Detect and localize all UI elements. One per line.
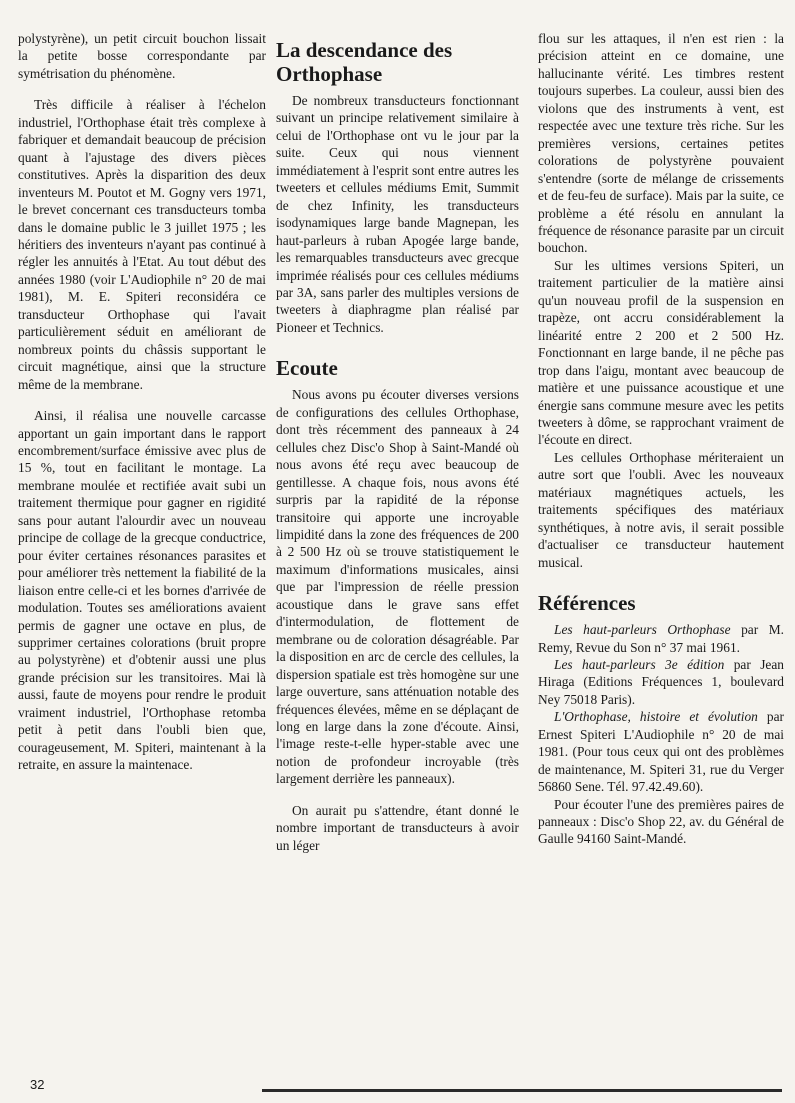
reference-title: L'Orthophase, histoire et évolution [554, 709, 758, 725]
reference-item [538, 621, 784, 656]
paragraph: Très difficile à réaliser à l'échelon industriel, l'Orthophase était très complexe à fabriquer et demandait beaucoup de précision quant à l'ajustage des divers pièces constitutives. Après la disparition des deux inventeurs M. Poutot et M. Gogny vers 1971, le brevet concernant ces transducteurs tomba dans le domaine public le 3 juillet 1975 ; les héritiers des inventeurs n'ayant pas continué à régler les annuités à l'Etat. Au tout début des années 1980 (voir L'Audiophile n° 20 de mai 1981), M. E. Spiteri reconsidéra ce transducteur Orthophase qui l'avait particulièrement séduit en améliorant de nombreux points du châssis supportant le circuit magnétique, ainsi que la structure même de la membrane. [18, 97, 266, 392]
reference-item [538, 708, 784, 795]
paragraph: De nombreux transducteurs fonctionnant suivant un principe relativement similaire à celui de l'Orthophase ont vu le jour par la suite. Ceux qui nous viennent immédiatement à l'esprit sont entre autres les tweeters et cellules médiums Emit, Summit de chez Infinity, les transducteurs isodynamiques large bande Magnepan, les haut-parleurs à ruban Apogée large bande, les remarquables transducteurs avec grecque imprimée réalisés pour ces cellules médiums par 3A, sans parler des multiples versions de tweeters à diaphragme plan réalisé par Pioneer et Technics. [276, 93, 519, 335]
bottom-rule [262, 1089, 782, 1092]
section-heading-ecoute: Ecoute [276, 356, 338, 381]
reference-text: par M. Remy, Revue du Son n° 37 mai 1961. [538, 622, 784, 655]
paragraph: Les cellules Orthophase mériteraient un autre sort que l'oubli. Avec les nouveaux matériaux magnétiques actuels, les traitements spécifiques des matériaux synthétiques, à notre avis, il serait possible d'actualiser ce transducteur hautement musical. [538, 449, 784, 570]
reference-title: Les haut-parleurs 3e édition [554, 656, 725, 672]
section-heading-references: Références [538, 591, 636, 616]
column-left [18, 30, 266, 774]
paragraph: Nous avons pu écouter diverses versions de configurations des cellules Orthophase, dont très récemment des panneaux à 24 cellules chez Disc'o Shop à Saint-Mandé où nous avons été reçu avec beaucoup de gentillesse. A chaque fois, nous avons été surpris par la rapidité de la réponse transitoire qui apporte une incroyable limpidité dans la zone des fréquences de 200 à 2 500 Hz où se trouve statistiquement le maximum d'informations musicales, ainsi que par l'impression de réelle pression acoustique dans le grave sans effet d'intermodulation, de flottement de membrane ou de coloration désagréable. Par la disposition en arc de cercle des cellules, la dispersion spatiale est très homogène sur une large ouverture, sans atténuation notable des fréquences élevées, même en se déplaçant de long en large dans la zone d'écoute. Ainsi, l'image reste-t-elle hyper-stable avec une notion de profondeur incroyable (très largement derrière les panneaux). [276, 387, 519, 787]
reference-item [538, 656, 784, 708]
reference-text: par Jean Hiraga (Editions Fréquences 1, boulevard Ney 75018 Paris). [538, 656, 784, 707]
paragraph: polystyrène), un petit circuit bouchon lissait la petite bosse correspondante par symétrisation du phénomène. [18, 31, 266, 81]
paragraph: On aurait pu s'attendre, étant donné le nombre important de transducteurs à avoir un léger [276, 802, 519, 853]
section-heading-descendance: La descendance des Orthophase [276, 38, 453, 86]
column-middle [276, 38, 519, 854]
paragraph: flou sur les attaques, il n'en est rien : la précision atteint en ce domaine, une hallucinante vérité. Les timbres restent toujours superbes. La couleur, aussi bien des violons que des instruments à vent, est respectée avec une texture très riche. Sur les premières versions, certaines petites colorations de polystyrène pouvaient s'entendre (sorte de mélange de crissements et de feu-feu de surface). Mais par la suite, ce problème a été résolu en annulant la fréquence de résonance parasite par un circuit bouchon. [538, 31, 784, 256]
paragraph: Pour écouter l'une des premières paires de panneaux : Disc'o Shop 22, av. du Général de Gaulle 94160 Saint-Mandé. [538, 796, 784, 847]
reference-text: par Ernest Spiteri L'Audiophile n° 20 de mai 1981. (Pour tous ceux qui ont des problèmes de maintenance, M. Spiteri 31, rue du Verger 56860 Sene. Tél. 97.42.49.60). [538, 709, 784, 795]
page-number: 32 [30, 1077, 45, 1092]
column-right [538, 30, 784, 848]
paragraph: Sur les ultimes versions Spiteri, un traitement particulier de la matière ainsi qu'un nouveau profil de la suspension en trapèze, ont accru considérablement la linéarité entre 2 200 et 2 500 Hz. Fonctionnant en large bande, il ne pêche pas trop dans l'aigu, montant avec beaucoup de matière et une puissance acoustique et une énergie sans commune mesure avec les petits tweeters à dôme, se rapprochant vraiment de l'écoute en direct. [538, 257, 784, 448]
paragraph: Ainsi, il réalisa une nouvelle carcasse apportant un gain important dans le rapport encombrement/surface émissive avec plus de 15 %, tout en facilitant le montage. La membrane moulée et rectifiée avait subi un traitement thermique pour gagner en rigidité sans pour autant l'alourdir avec un nouveau principe de collage de la grecque conductrice, pour éviter certaines résonances parasites et pour améliorer très nettement la fiabilité de la liaison entre celle-ci et les bornes d'arrivée de modulation. Toutes ses améliorations avaient permis de gagner une octave en plus, de supprimer certaines colorations (bruit propre au polystyrène) et d'obtenir aussi une plus grande précision sur les transitoires. Mai là aussi, faute de moyens pour rendre le produit vraiment industriel, l'Orthophase retomba petit à petit dans l'oubli bien que, courageusement, M. Spiteri, maintenant à la retraite, en assure la maintenace. [18, 408, 266, 773]
reference-title: Les haut-parleurs Orthophase [554, 622, 731, 638]
